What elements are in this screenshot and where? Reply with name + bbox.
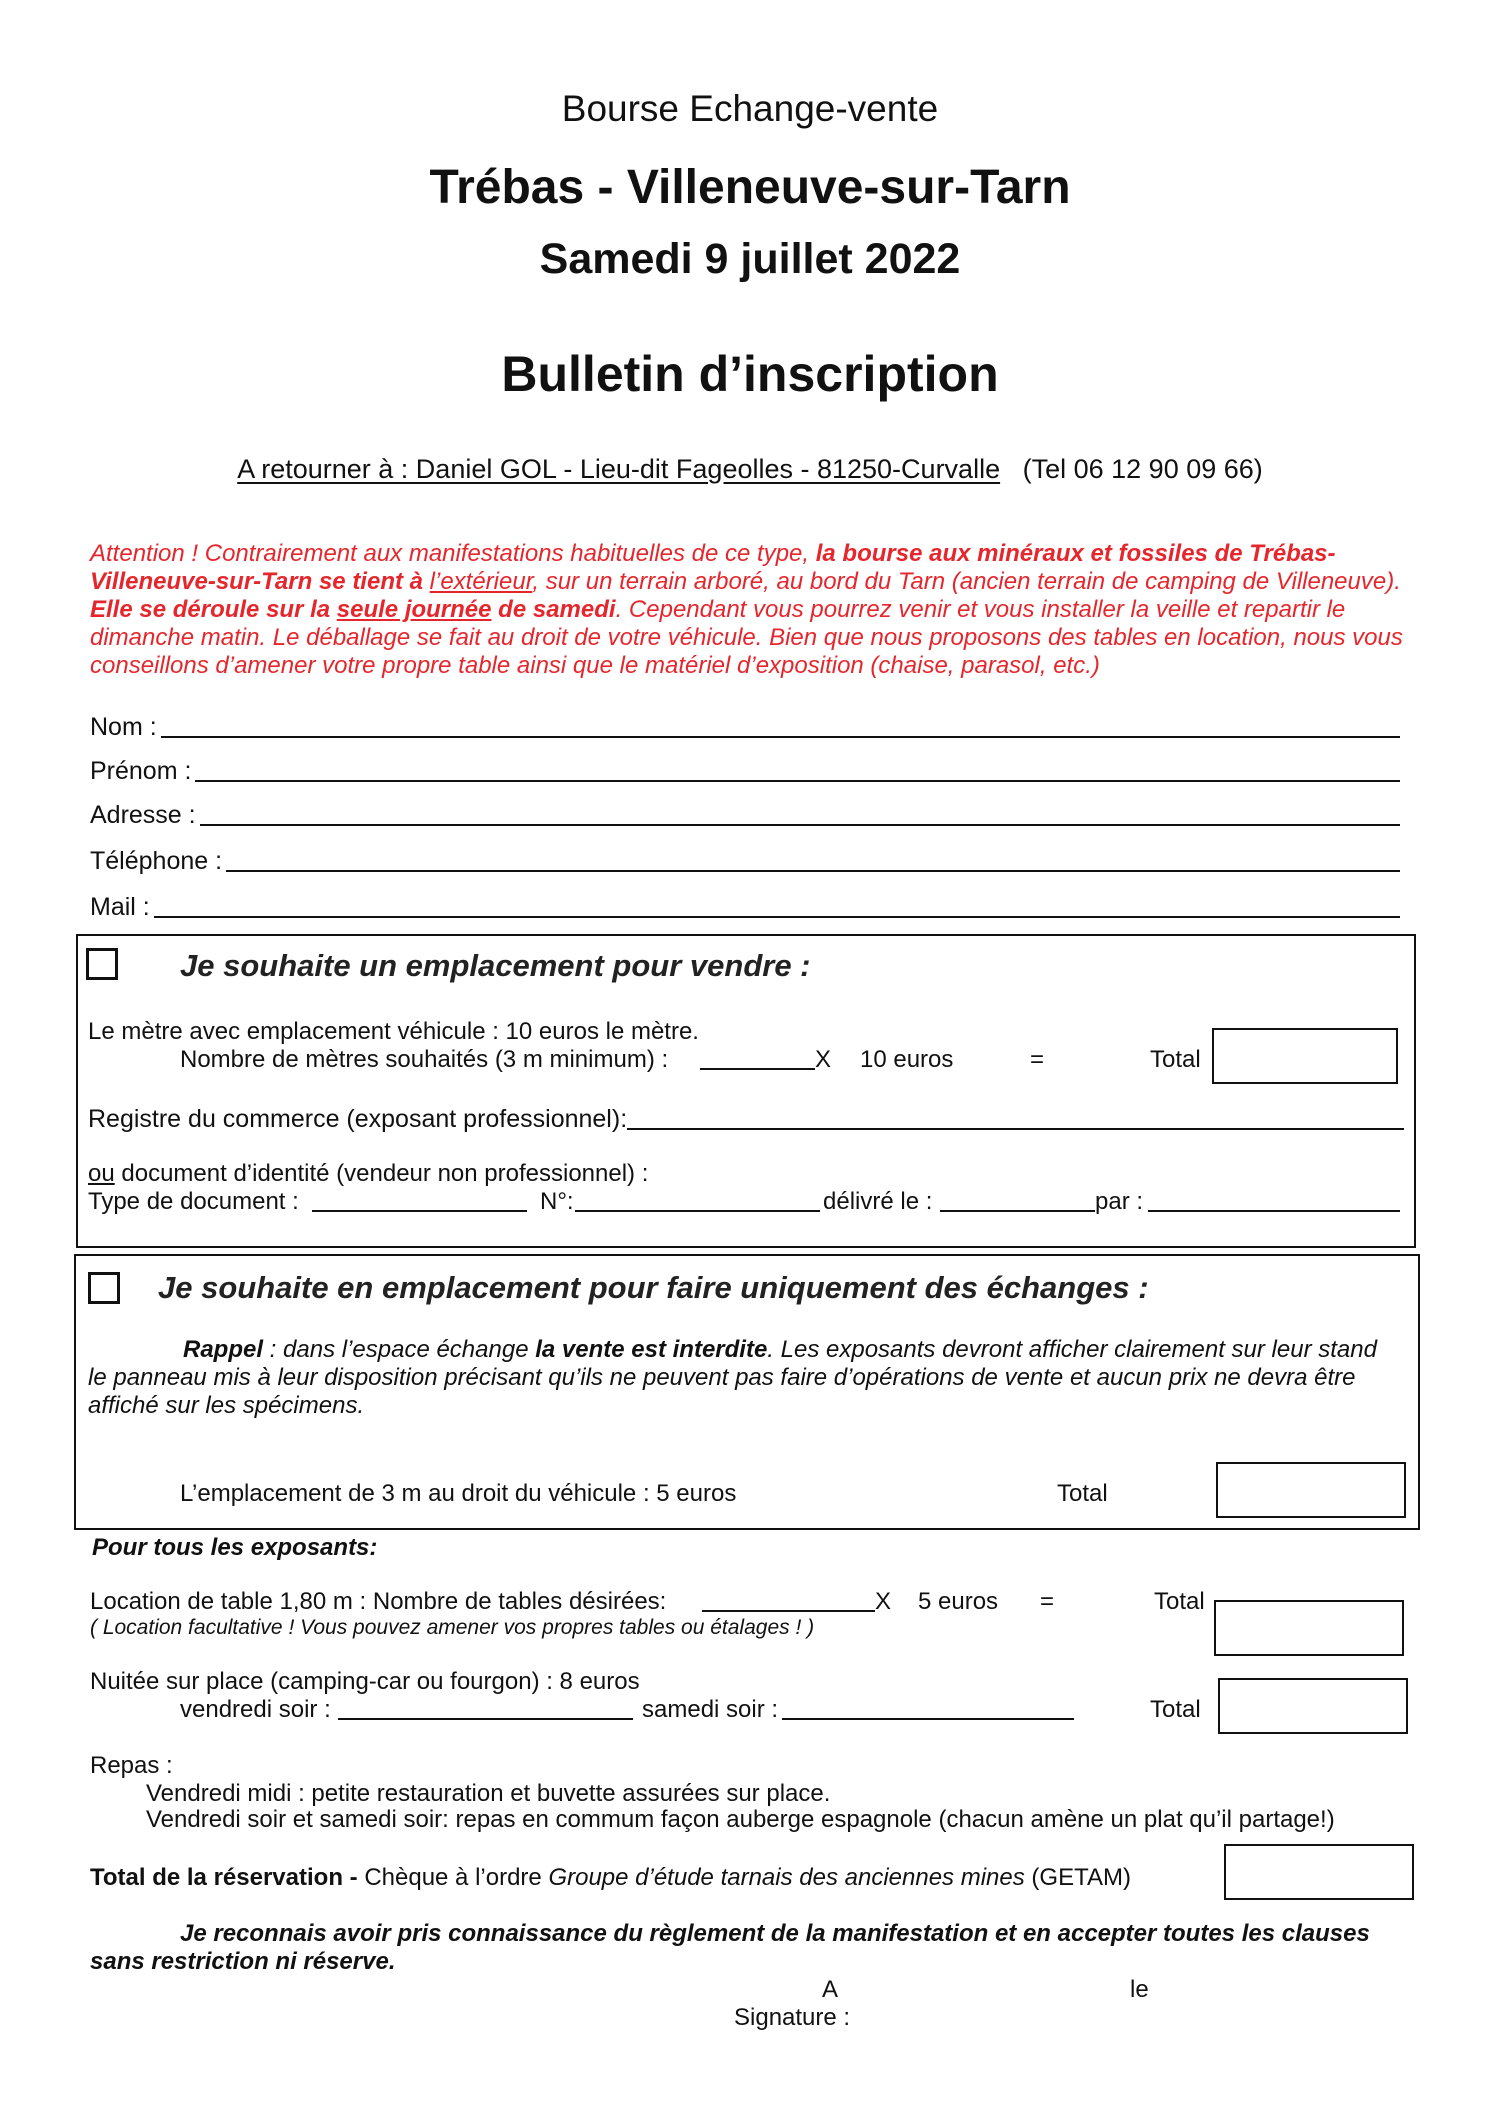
sell-doc-no-input[interactable] bbox=[575, 1188, 820, 1212]
exchange-reminder-bold: la vente est interdite bbox=[535, 1336, 768, 1363]
table-total-box[interactable] bbox=[1214, 1600, 1404, 1656]
night-friday-input[interactable] bbox=[338, 1696, 633, 1720]
night-total-box[interactable] bbox=[1218, 1678, 1408, 1734]
exchange-total-label: Total bbox=[1057, 1480, 1108, 1507]
return-address: A retourner à : Daniel GOL - Lieu-dit Fageolles - 81250-Curvalle bbox=[237, 454, 1001, 484]
sell-id-doc: document d’identité (vendeur non professionnel) : bbox=[114, 1160, 649, 1187]
acknowledge-text bbox=[90, 1920, 1390, 1976]
exchange-checkbox[interactable] bbox=[88, 1272, 120, 1304]
field-mail-line[interactable] bbox=[154, 915, 1400, 918]
return-phone: (Tel 06 12 90 09 66) bbox=[1022, 454, 1263, 484]
exchange-reminder-text-1: : dans l’espace échange bbox=[263, 1336, 536, 1363]
field-telephone-label: Téléphone : bbox=[90, 847, 223, 875]
sell-issued-label: délivré le : bbox=[823, 1188, 933, 1215]
field-adresse-line[interactable] bbox=[200, 823, 1400, 826]
field-mail[interactable] bbox=[90, 888, 1400, 922]
attention-text-8: . Cependant vous pourrez venir et vous installer la veille et repartir le dimanche matin. Le déballage se fait au droit de votre véhicule. Bien que nous proposons des tables en location, nous vous conseillons d’amener votre propre table ainsi que le matériel d’exposition (chaise, parasol, etc.) bbox=[90, 596, 1403, 679]
sell-or-word: ou bbox=[88, 1160, 115, 1187]
field-nom-label: Nom : bbox=[90, 713, 157, 741]
attention-text-6: seule journée bbox=[336, 596, 492, 623]
meal-2: Vendredi soir et samedi soir: repas en commum façon auberge espagnole (chacun amène un plat qu’il partage!) bbox=[146, 1806, 1335, 1833]
meal-1: Vendredi midi : petite restauration et buvette assurées sur place. bbox=[146, 1780, 831, 1807]
sell-by-input[interactable] bbox=[1148, 1188, 1400, 1212]
night-label: Nuitée sur place (camping-car ou fourgon) : 8 euros bbox=[90, 1668, 640, 1695]
acknowledge-body: Je reconnais avoir pris connaissance du règlement de la manifestation et en accepter toutes les clauses sans restriction ni réserve. bbox=[90, 1920, 1370, 1975]
night-friday-label: vendredi soir : bbox=[180, 1696, 331, 1723]
sell-registry-label: Registre du commerce (exposant professionnel): bbox=[88, 1105, 628, 1133]
sell-doc-type-label: Type de document : bbox=[88, 1188, 299, 1215]
table-total-label: Total bbox=[1154, 1588, 1205, 1615]
field-nom-line[interactable] bbox=[161, 735, 1400, 738]
field-adresse[interactable] bbox=[90, 796, 1400, 830]
sign-on: le bbox=[1130, 1976, 1149, 2003]
sell-by-label: par : bbox=[1095, 1188, 1144, 1215]
field-telephone[interactable] bbox=[90, 842, 1400, 876]
table-unit-price: 5 euros bbox=[918, 1588, 999, 1615]
reservation-text-1: Chèque à l’ordre bbox=[364, 1864, 549, 1891]
night-total-label: Total bbox=[1150, 1696, 1201, 1723]
return-address-line bbox=[0, 454, 1500, 485]
field-adresse-label: Adresse : bbox=[90, 801, 196, 829]
sell-checkbox[interactable] bbox=[86, 948, 118, 980]
event-date: Samedi 9 juillet 2022 bbox=[539, 235, 961, 283]
field-prenom[interactable] bbox=[90, 752, 1400, 786]
sell-total-box[interactable] bbox=[1212, 1028, 1398, 1084]
attention-text-5: Elle se déroule sur la bbox=[90, 596, 337, 623]
sell-registry-line[interactable] bbox=[627, 1127, 1404, 1130]
signature-label: Signature : bbox=[734, 2004, 851, 2031]
table-note: ( Location facultative ! Vous pouvez amener vos propres tables ou étalages ! ) bbox=[90, 1616, 815, 1639]
attention-notice bbox=[90, 540, 1420, 680]
event-subtitle: Bourse Echange-vente bbox=[561, 88, 939, 129]
event-title: Trébas - Villeneuve-sur-Tarn bbox=[429, 161, 1071, 214]
sign-at: A bbox=[822, 1976, 839, 2003]
field-mail-label: Mail : bbox=[90, 893, 150, 921]
reservation-bold: Total de la réservation - bbox=[90, 1864, 365, 1891]
attention-text-3: l’extérieur bbox=[429, 568, 533, 595]
sell-total-label: Total bbox=[1150, 1046, 1201, 1073]
night-saturday-input[interactable] bbox=[782, 1696, 1074, 1720]
field-prenom-line[interactable] bbox=[195, 779, 1400, 782]
exchange-total-box[interactable] bbox=[1216, 1462, 1406, 1518]
all-heading: Pour tous les exposants: bbox=[92, 1534, 378, 1561]
sell-meters-input[interactable] bbox=[700, 1046, 815, 1070]
form-title: Bulletin d’inscription bbox=[501, 346, 999, 402]
table-label: Location de table 1,80 m : Nombre de tables désirées: bbox=[90, 1588, 667, 1615]
sell-meters-label: Nombre de mètres souhaités (3 m minimum) : bbox=[180, 1046, 669, 1073]
sell-registry[interactable] bbox=[88, 1100, 1404, 1134]
sell-doc-type-input[interactable] bbox=[312, 1188, 527, 1212]
meals-heading: Repas : bbox=[90, 1752, 173, 1779]
reservation-total-box[interactable] bbox=[1224, 1844, 1414, 1900]
sell-issued-input[interactable] bbox=[940, 1188, 1095, 1212]
exchange-reminder-text-2: . Les exposants devront afficher clairement sur leur stand le panneau mis à leur disposition précisant qu’ils ne peuvent pas faire d’opérations de vente et aucun prix ne devra être affiché sur les spécimens. bbox=[88, 1336, 1377, 1419]
sell-doc-no-label: N°: bbox=[540, 1188, 574, 1215]
sell-unit-price: 10 euros bbox=[860, 1046, 954, 1073]
sell-times: X bbox=[815, 1046, 832, 1073]
field-telephone-line[interactable] bbox=[226, 869, 1400, 872]
field-nom[interactable] bbox=[90, 708, 1400, 742]
sell-price-line: Le mètre avec emplacement véhicule : 10 euros le mètre. bbox=[88, 1018, 699, 1045]
sell-id-doc-line bbox=[88, 1160, 648, 1188]
exchange-reminder-label: Rappel bbox=[183, 1336, 264, 1363]
attention-text-1: Attention ! Contrairement aux manifestations habituelles de ce type, bbox=[90, 540, 816, 567]
exchange-title: Je souhaite en emplacement pour faire uniquement des échanges : bbox=[158, 1270, 1149, 1305]
attention-text-2: la bourse aux minéraux et fossiles de Trébas-Villeneuve-sur-Tarn se tient à bbox=[90, 540, 1336, 595]
reservation-text-2: (GETAM) bbox=[1024, 1864, 1131, 1891]
exchange-price-line: L’emplacement de 3 m au droit du véhicule : 5 euros bbox=[180, 1480, 737, 1507]
attention-text-4: , sur un terrain arboré, au bord du Tarn (ancien terrain de camping de Villeneuve). bbox=[532, 568, 1401, 595]
field-prenom-label: Prénom : bbox=[90, 757, 192, 785]
reservation-line bbox=[90, 1864, 1131, 1892]
exchange-reminder bbox=[88, 1336, 1398, 1420]
table-times: X bbox=[875, 1588, 892, 1615]
sell-equals: = bbox=[1030, 1046, 1045, 1073]
reservation-italic: Groupe d’étude tarnais des anciennes mines bbox=[548, 1864, 1025, 1891]
table-count-input[interactable] bbox=[702, 1588, 875, 1612]
attention-text-7: de samedi bbox=[491, 596, 616, 623]
sell-title: Je souhaite un emplacement pour vendre : bbox=[180, 948, 811, 983]
night-saturday-label: samedi soir : bbox=[642, 1696, 779, 1723]
table-equals: = bbox=[1040, 1588, 1055, 1615]
